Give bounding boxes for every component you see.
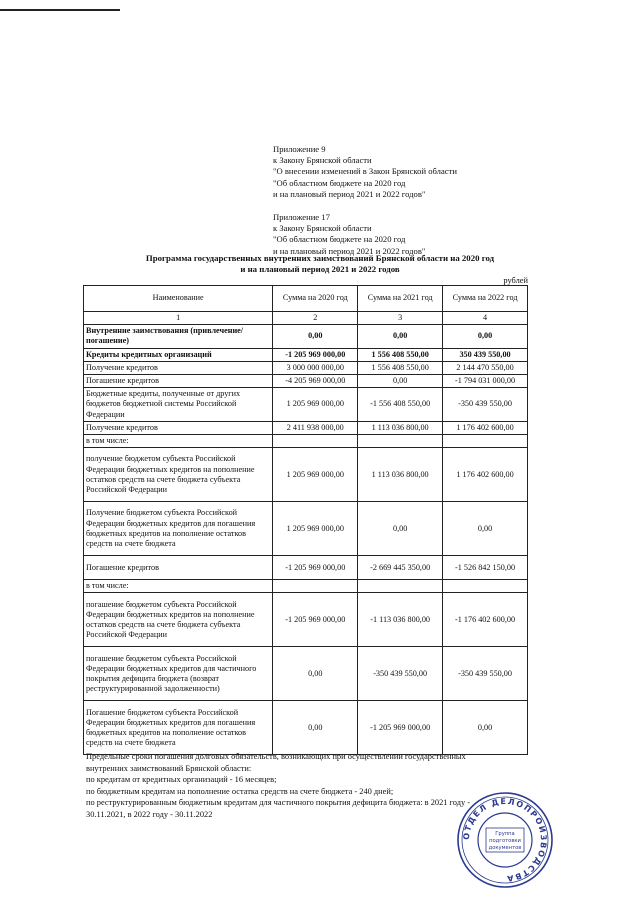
value-2021: 0,00 bbox=[358, 375, 443, 388]
top-border-line bbox=[0, 9, 120, 11]
table-row bbox=[84, 701, 528, 755]
appendix-line: "Об областном бюджете на 2020 год bbox=[273, 234, 406, 245]
row-name: в том числе: bbox=[84, 580, 273, 593]
value-2022: -350 439 550,00 bbox=[443, 388, 528, 422]
value-2021 bbox=[358, 435, 443, 448]
value-2022: 1 176 402 600,00 bbox=[443, 421, 528, 434]
value-2022 bbox=[443, 580, 528, 593]
row-name: Получение кредитов bbox=[84, 421, 273, 434]
value-2021: 1 556 408 550,00 bbox=[358, 348, 443, 361]
document-title bbox=[60, 253, 580, 275]
appendix-line: Приложение 9 bbox=[273, 144, 326, 154]
column-number: 2 bbox=[273, 312, 358, 325]
table-row bbox=[84, 593, 528, 647]
table-row bbox=[84, 556, 528, 580]
table-row bbox=[84, 448, 528, 502]
table-row bbox=[84, 361, 528, 374]
table-row bbox=[84, 348, 528, 361]
value-2020: -4 205 969 000,00 bbox=[273, 375, 358, 388]
table-row bbox=[84, 325, 528, 348]
appendix-line: к Закону Брянской области bbox=[273, 223, 372, 234]
row-name: Внутренние заимствования (привлечение/погашение) bbox=[84, 325, 273, 348]
column-number: 3 bbox=[358, 312, 443, 325]
value-2021: -2 669 445 350,00 bbox=[358, 556, 443, 580]
table-column-numbers-row bbox=[84, 312, 528, 325]
units-label: рублей bbox=[503, 276, 528, 285]
value-2020: 0,00 bbox=[273, 325, 358, 348]
value-2022 bbox=[443, 435, 528, 448]
value-2021 bbox=[358, 580, 443, 593]
value-2022: 350 439 550,00 bbox=[443, 348, 528, 361]
value-2021: -1 113 036 800,00 bbox=[358, 593, 443, 647]
table-row bbox=[84, 421, 528, 434]
header-2020: Сумма на 2020 год bbox=[273, 286, 358, 312]
header-name: Наименование bbox=[84, 286, 273, 312]
value-2021: -1 556 408 550,00 bbox=[358, 388, 443, 422]
value-2020: 3 000 000 000,00 bbox=[273, 361, 358, 374]
value-2020 bbox=[273, 580, 358, 593]
title-line-1: Программа государственных внутренних заимствований Брянской области на 2020 год bbox=[145, 253, 495, 263]
value-2020: 0,00 bbox=[273, 647, 358, 701]
table-row bbox=[84, 647, 528, 701]
value-2021: 1 556 408 550,00 bbox=[358, 361, 443, 374]
borrowing-table bbox=[83, 285, 528, 755]
value-2020: 0,00 bbox=[273, 701, 358, 755]
value-2022: 1 176 402 600,00 bbox=[443, 448, 528, 502]
value-2022: 0,00 bbox=[443, 325, 528, 348]
table-header-row bbox=[84, 286, 528, 312]
value-2020: -1 205 969 000,00 bbox=[273, 556, 358, 580]
table-row bbox=[84, 502, 528, 556]
appendix-line: и на плановый период 2021 и 2022 годов" bbox=[273, 245, 426, 256]
value-2022: 0,00 bbox=[443, 701, 528, 755]
title-line-2: и на плановый период 2021 и 2022 годов bbox=[240, 264, 400, 274]
value-2022: -1 176 402 600,00 bbox=[443, 593, 528, 647]
row-name: погашение бюджетом субъекта Российской Федерации бюджетных кредитов на пополнение остатков средств на счете бюджета субъекта Российской Федерации bbox=[84, 593, 273, 647]
value-2021: -1 205 969 000,00 bbox=[358, 701, 443, 755]
value-2020: -1 205 969 000,00 bbox=[273, 348, 358, 361]
notes-line: внутренних заимствований Брянской области: bbox=[86, 763, 252, 773]
value-2021: 0,00 bbox=[358, 325, 443, 348]
row-name: погашение бюджетом субъекта Российской Федерации бюджетных кредитов для частичного покрытия дефицита бюджета (возврат реструктурированной задолженности) bbox=[84, 647, 273, 701]
row-name: получение бюджетом субъекта Российской Федерации бюджетных кредитов на пополнение остатков средств на счете бюджета субъекта Российской Федерации bbox=[84, 448, 273, 502]
column-number: 1 bbox=[84, 312, 273, 325]
appendix-line: "О внесении изменений в Закон Брянской области bbox=[273, 166, 457, 177]
value-2020: -1 205 969 000,00 bbox=[273, 593, 358, 647]
row-name: Бюджетные кредиты, полученные от других бюджетов бюджетной системы Российской Федерации bbox=[84, 388, 273, 422]
notes-line: Предельные сроки погашения долговых обязательств, возникающих при осуществлении государственных bbox=[86, 752, 466, 761]
value-2022: 2 144 470 550,00 bbox=[443, 361, 528, 374]
header-2021: Сумма на 2021 год bbox=[358, 286, 443, 312]
value-2021: 1 113 036 800,00 bbox=[358, 421, 443, 434]
value-2020: 1 205 969 000,00 bbox=[273, 448, 358, 502]
appendix-line: и на плановый период 2021 и 2022 годов" bbox=[273, 188, 426, 199]
office-stamp-icon bbox=[455, 790, 555, 890]
table-row bbox=[84, 435, 528, 448]
value-2022: 0,00 bbox=[443, 502, 528, 556]
value-2020: 2 411 938 000,00 bbox=[273, 421, 358, 434]
value-2020: 1 205 969 000,00 bbox=[273, 388, 358, 422]
stamp-ring-text: ОТДЕЛ ДЕЛОПРОИЗВОДСТВА bbox=[461, 796, 549, 884]
notes-line: 30.11.2021, в 2022 году - 30.11.2022 bbox=[86, 809, 213, 819]
header-2022: Сумма на 2022 год bbox=[443, 286, 528, 312]
row-name: Погашение кредитов bbox=[84, 556, 273, 580]
table-row bbox=[84, 580, 528, 593]
notes-line: по реструктурированным бюджетным кредитам для частичного покрытия дефицита бюджета: в 2021 году - bbox=[86, 798, 471, 808]
appendix-line: Приложение 17 bbox=[273, 212, 330, 222]
appendix-17-header bbox=[273, 212, 425, 257]
appendix-line: "Об областном бюджете на 2020 год bbox=[273, 177, 406, 188]
column-number: 4 bbox=[443, 312, 528, 325]
stamp-center-line: подготовки bbox=[489, 838, 521, 844]
row-name: Погашение бюджетом субъекта Российской Федерации бюджетных кредитов для погашения бюджетных кредитов на пополнение остатков средств на счете бюджета bbox=[84, 701, 273, 755]
row-name: в том числе: bbox=[84, 435, 273, 448]
appendix-9-header bbox=[273, 144, 457, 200]
notes-line: по бюджетным кредитам на пополнение остатка средств на счете бюджета - 240 дней; bbox=[86, 786, 394, 796]
value-2021: -350 439 550,00 bbox=[358, 647, 443, 701]
value-2020 bbox=[273, 435, 358, 448]
appendix-line: к Закону Брянской области bbox=[273, 155, 372, 166]
value-2022: -1 794 031 000,00 bbox=[443, 375, 528, 388]
value-2022: -350 439 550,00 bbox=[443, 647, 528, 701]
table-row bbox=[84, 375, 528, 388]
notes-line: по кредитам от кредитных организаций - 16 месяцев; bbox=[86, 775, 277, 785]
row-name: Погашение кредитов bbox=[84, 375, 273, 388]
row-name: Получение кредитов bbox=[84, 361, 273, 374]
value-2020: 1 205 969 000,00 bbox=[273, 502, 358, 556]
value-2021: 0,00 bbox=[358, 502, 443, 556]
table-row bbox=[84, 388, 528, 422]
row-name: Получение бюджетом субъекта Российской Федерации бюджетных кредитов для погашения бюджетных кредитов на пополнение остатков средств на счете бюджета bbox=[84, 502, 273, 556]
value-2022: -1 526 842 150,00 bbox=[443, 556, 528, 580]
stamp-center-line: Группа bbox=[495, 831, 515, 837]
value-2021: 1 113 036 800,00 bbox=[358, 448, 443, 502]
stamp-center-line: документов bbox=[488, 845, 522, 851]
row-name: Кредиты кредитных организаций bbox=[84, 348, 273, 361]
